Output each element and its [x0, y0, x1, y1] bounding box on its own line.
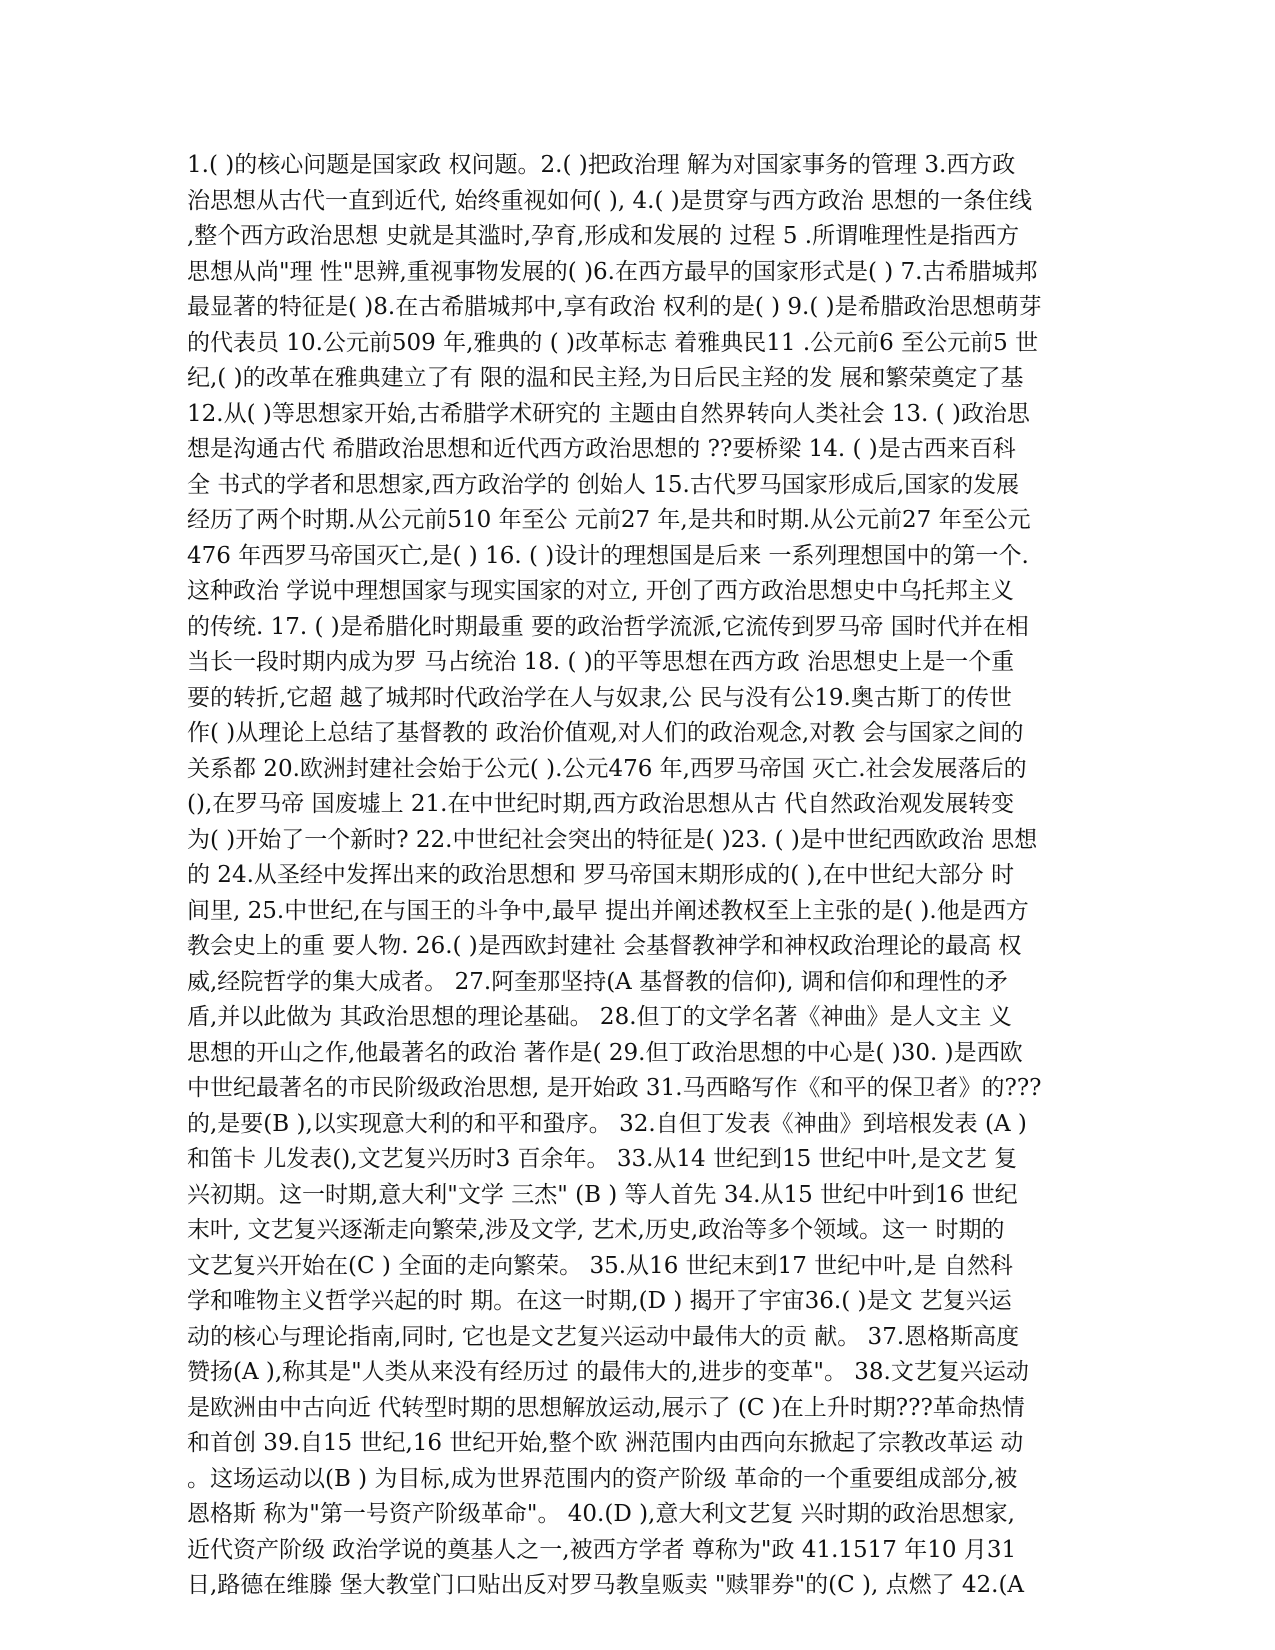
text-line: 关系都 20.欧洲封建社会始于公元( ).公元476 年,西罗马帝国 灭亡.社会发展落后的 — [187, 755, 1027, 782]
text-line: 。这场运动以(B ) 为目标,成为世界范围内的资产阶级 革命的一个重要组成部分,被 — [187, 1465, 1018, 1492]
text-line: ,整个西方政治思想 史就是其滥时,孕育,形成和发展的 过程 5 .所谓唯理性是指西方 — [187, 223, 1020, 249]
text-line: 想是沟通古代 希腊政治思想和近代西方政治思想的 ??要桥梁 14. ( )是古西来百科 — [187, 436, 1016, 462]
text-line: 学和唯物主义哲学兴起的时 期。在这一时期,(D ) 揭开了宇宙36.( )是文 艺复兴运 — [187, 1288, 1012, 1314]
text-line: 中世纪最著名的市民阶级政治思想, 是开始政 31.马西略写作《和平的保卫者》的??? — [187, 1075, 1042, 1101]
document-body — [187, 148, 1087, 1604]
text-line: 是欧洲由中古向近 代转型时期的思想解放运动,展示了 (C )在上升时期???革命热情 — [187, 1394, 1025, 1421]
text-line: 和首创 39.自15 世纪,16 世纪开始,整个欧 洲范围内由西向东掀起了宗教改革运 动 — [187, 1430, 1024, 1456]
text-line: 威,经院哲学的集大成者。 27.阿奎那坚持(A 基督教的信仰), 调和信仰和理性的矛 — [187, 968, 1008, 995]
text-line: 最显著的特征是( )8.在古希腊城邦中,享有政治 权利的是( ) 9.( )是希腊政治思想萌芽 — [187, 294, 1042, 320]
text-line: 作( )从理论上总结了基督教的 政治价值观,对人们的政治观念,对教 会与国家之间的 — [187, 720, 1024, 746]
text-line: 动的核心与理论指南,同时, 它也是文艺复兴运动中最伟大的贡 献。 37.恩格斯高度 — [187, 1323, 1020, 1350]
text-line: 476 年西罗马帝国灭亡,是( ) 16. ( )设计的理想国是后来 一系列理想国中的第一个. — [187, 542, 1029, 569]
text-line: 为( )开始了一个新时? 22.中世纪社会突出的特征是( )23. ( )是中世纪西欧政治 思想 — [187, 826, 1038, 853]
text-line: 治思想从古代一直到近代, 始终重视如何( ), 4.( )是贯穿与西方政治 思想的一条住线 — [187, 187, 1033, 214]
text-line: 当长一段时期内成为罗 马占统治 18. ( )的平等思想在西方政 治思想史上是一个重 — [187, 649, 1015, 675]
text-line: 赞扬(A ),称其是"人类从来没有经历过 的最伟大的,进步的变革"。 38.文艺复兴运动 — [187, 1359, 1029, 1385]
text-line: 恩格斯 称为"第一号资产阶级革命"。 40.(D ),意大利文艺复 兴时期的政治思想家, — [187, 1501, 1015, 1527]
text-line: 的 24.从圣经中发挥出来的政治思想和 罗马帝国末期形成的( ),在中世纪大部分 时 — [187, 862, 1015, 888]
text-line: 和笛卡 儿发表(),文艺复兴历时3 百余年。 33.从14 世纪到15 世纪中叶,是文艺 复 — [187, 1146, 1018, 1172]
text-line: 兴初期。这一时期,意大利"文学 三杰" (B ) 等人首先 34.从15 世纪中叶到16 世纪 — [187, 1181, 1018, 1208]
text-line: 日,路德在维滕 堡大教堂门口贴出反对罗马教皇贩卖 "赎罪券"的(C ), 点燃了 42.(A — [187, 1572, 1025, 1598]
text-line: 的传统. 17. ( )是希腊化时期最重 要的政治哲学流派,它流传到罗马帝 国时代并在相 — [187, 613, 1029, 640]
text-line: 思想从尚"理 性"思辨,重视事物发展的( )6.在西方最早的国家形式是( ) 7.古希腊城邦 — [187, 258, 1038, 285]
text-line: 文艺复兴开始在(C ) 全面的走向繁荣。 35.从16 世纪末到17 世纪中叶,是 自然科 — [187, 1252, 1013, 1279]
text-line: 的,是要(B ),以实现意大利的和平和蛩序。 32.自但丁发表《神曲》到培根发表 (A ) — [187, 1110, 1027, 1137]
text-line: 全 书式的学者和思想家,西方政治学的 创始人 15.古代罗马国家形成后,国家的发展 — [187, 471, 1020, 498]
text-line: (),在罗马帝 国废墟上 21.在中世纪时期,西方政治思想从古 代自然政治观发展转变 — [187, 791, 1015, 817]
text-line: 要的转折,它超 越了城邦时代政治学在人与奴隶,公 民与没有公19.奥古斯丁的传世 — [187, 684, 1012, 711]
text-line: 末叶, 文艺复兴逐渐走向繁荣,涉及文学, 艺术,历史,政治等多个领域。这一 时期的 — [187, 1217, 1005, 1243]
text-line: 间里, 25.中世纪,在与国王的斗争中,最早 提出并阐述教权至上主张的是( ).他是西方 — [187, 897, 1029, 924]
text-line: 1.( )的核心问题是国家政 权问题。2.( )把政治理 解为对国家事务的管理 3.西方政 — [187, 152, 1016, 178]
text-line: 这种政治 学说中理想国家与现实国家的对立, 开创了西方政治思想史中乌托邦主义 — [187, 578, 1014, 604]
text-line: 教会史上的重 要人物. 26.( )是西欧封建社 会基督教神学和神权政治理论的最高 权 — [187, 933, 1022, 959]
text-line: 思想的开山之作,他最著名的政治 著作是( 29.但丁政治思想的中心是( )30. )是西欧 — [187, 1039, 1023, 1066]
text-line: 纪,( )的改革在雅典建立了有 限的温和民主羟,为日后民主羟的发 展和繁荣奠定了基 — [187, 365, 1024, 391]
text-line: 经历了两个时期.从公元前510 年至公 元前27 年,是共和时期.从公元前27 年至公元 — [187, 507, 1031, 533]
text-line: 的代表员 10.公元前509 年,雅典的 ( )改革标志 着雅典民11 .公元前6 至公元前5 世 — [187, 329, 1039, 356]
text-line: 近代资产阶级 政治学说的奠基人之一,被西方学者 尊称为"政 41.1517 年10 月31 — [187, 1536, 1017, 1563]
text-line: 12.从( )等思想家开始,古希腊学术研究的 主题由自然界转向人类社会 13. ( )政治思 — [187, 400, 1030, 427]
text-line: 盾,并以此做为 其政治思想的理论基础。 28.但丁的文学名著《神曲》是人文主 义 — [187, 1004, 1012, 1030]
